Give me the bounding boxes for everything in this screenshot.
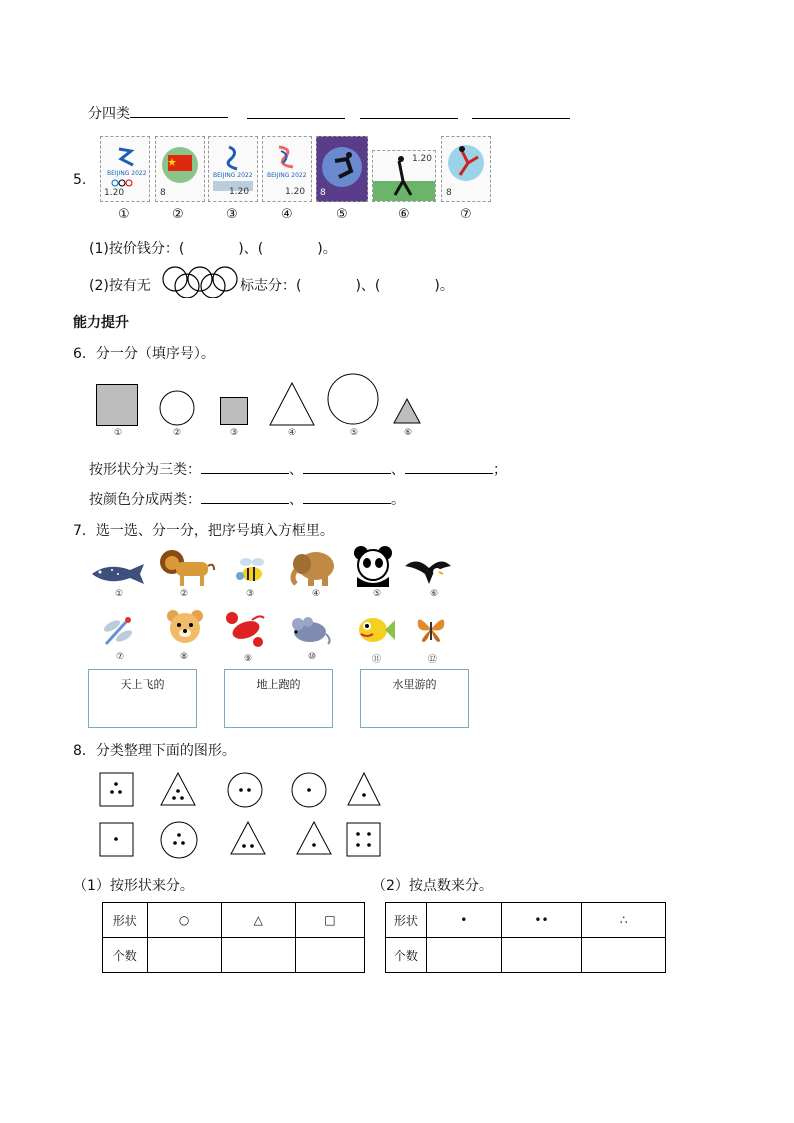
stamp-2 [155, 136, 205, 202]
shape-label: ⑤ [350, 428, 359, 438]
small-white-circle [158, 389, 198, 429]
large-gray-square [96, 384, 138, 426]
stamp-label: ⑦ [460, 207, 472, 222]
triangle-one-dot [295, 820, 333, 856]
answer-box-run[interactable] [224, 669, 333, 728]
q5-part2-start: (2)按有无 [89, 278, 151, 294]
circle-three-dots [159, 820, 199, 860]
q5-part1-start: (1)按价钱分：( [89, 241, 185, 257]
q4-line [88, 103, 228, 123]
stamp-label: ② [172, 207, 184, 222]
whale-shark-icon [88, 558, 146, 590]
separator: 、 [391, 462, 405, 478]
butterfly-icon [414, 612, 448, 646]
answer-cell[interactable] [221, 938, 295, 973]
triangle-two-dots [229, 820, 267, 856]
triangle-three-dots [159, 771, 197, 807]
animal-label: ⑩ [308, 652, 317, 662]
animal-label: ② [180, 589, 189, 599]
q5-part2-rest [240, 275, 454, 295]
large-white-circle [326, 372, 382, 428]
answer-blank[interactable] [247, 104, 345, 119]
q5-part2-mid: 标志分：( [240, 278, 302, 294]
fish-icon [355, 612, 395, 648]
square-four-dots [346, 822, 382, 858]
answer-cell[interactable] [295, 938, 364, 973]
olympic-rings-icon [161, 266, 239, 298]
animal-label: ③ [246, 589, 255, 599]
bee-icon [232, 554, 268, 588]
q5-part2-end: )。 [434, 278, 454, 294]
table-head: 形状 [103, 903, 148, 938]
answer-blank[interactable] [201, 459, 289, 474]
separator: 、 [289, 462, 303, 478]
stamp-6 [372, 150, 436, 202]
stamp-value: 1.20 [285, 187, 306, 197]
stamp-value: 8 [446, 188, 452, 198]
box-label: 天上飞的 [120, 678, 165, 691]
q5-part1-mid: )、( [238, 241, 264, 257]
triangle-col-head: △ [221, 903, 295, 938]
square-one-dot [99, 822, 135, 858]
lion-icon [158, 546, 216, 588]
q8-title: 8．分类整理下面的图形。 [73, 743, 236, 759]
answer-blank[interactable] [303, 459, 391, 474]
shape-label: ③ [230, 428, 239, 438]
stamp-label: ⑥ [398, 207, 410, 222]
three-dots-col-head: ∴ [582, 903, 666, 938]
animal-label: ⑪ [372, 655, 382, 665]
box-label: 地上跑的 [256, 678, 301, 691]
stamp-label: ④ [281, 207, 293, 222]
q5-part1-end: )。 [317, 241, 337, 257]
shape-label: ② [173, 428, 182, 438]
q5-part2-mid2: )、( [355, 278, 381, 294]
stamp-3 [208, 136, 258, 202]
square-col-head: □ [295, 903, 364, 938]
answer-blank[interactable] [130, 103, 228, 118]
answer-cell[interactable] [147, 938, 221, 973]
table-head: 个数 [386, 938, 427, 973]
animal-label: ⑤ [373, 589, 382, 599]
question-number: 5. [73, 172, 87, 188]
circle-one-dot [290, 771, 328, 809]
stamp-value: 8 [160, 188, 166, 198]
answer-box-fly[interactable] [88, 669, 197, 728]
stamp-value: 1.20 [104, 188, 125, 198]
dragonfly-icon [100, 614, 136, 648]
animal-label: ⑫ [428, 655, 438, 665]
q6-line1 [89, 459, 507, 479]
stamp-value: 1.20 [229, 187, 250, 197]
square-three-dots [99, 772, 135, 808]
animal-label: ⑦ [116, 652, 125, 662]
shape-table [102, 902, 365, 973]
large-white-triangle [268, 381, 316, 427]
q6-line2 [89, 489, 405, 509]
animal-label: ⑧ [180, 652, 189, 662]
animal-label: ⑨ [244, 654, 253, 664]
answer-blank[interactable] [472, 104, 570, 119]
q8-part1: （1）按形状来分。 [73, 878, 194, 894]
stamp-value: 8 [320, 188, 326, 198]
box-label: 水里游的 [392, 678, 437, 691]
svg-text:BEIJING 2022: BEIJING 2022 [107, 170, 147, 177]
triangle-one-dot [346, 771, 382, 807]
answer-blank[interactable] [405, 459, 493, 474]
animal-label: ④ [312, 589, 321, 599]
two-dots-col-head: •• [501, 903, 582, 938]
circle-two-dots [226, 771, 264, 809]
dots-table [385, 902, 666, 973]
answer-cell[interactable] [501, 938, 582, 973]
animal-label: ① [115, 589, 124, 599]
panda-icon [353, 545, 393, 587]
svg-text:BEIJING 2022: BEIJING 2022 [213, 172, 253, 179]
stamp-7 [441, 136, 491, 202]
answer-blank[interactable] [360, 104, 458, 119]
stamp-5 [316, 136, 368, 202]
mouse-icon [288, 616, 332, 646]
q6-line1-label: 按形状分为三类： [89, 462, 201, 478]
line-end: 。 [391, 492, 405, 508]
q5-part1 [89, 238, 337, 258]
shape-label: ① [114, 428, 123, 438]
answer-blank[interactable] [201, 489, 289, 504]
section-title: 能力提升 [73, 315, 129, 331]
separator: 、 [289, 492, 303, 508]
table-head: 形状 [386, 903, 427, 938]
small-gray-square [220, 397, 248, 425]
stamp-label: ① [118, 207, 130, 222]
lobster-icon [222, 610, 266, 648]
q4-label: 分四类 [88, 106, 130, 122]
answer-blank[interactable] [303, 489, 391, 504]
q8-part2: （2）按点数来分。 [372, 878, 493, 894]
one-dot-col-head: • [426, 903, 501, 938]
bear-cub-icon [165, 608, 205, 648]
q6-title: 6．分一分（填序号）。 [73, 346, 215, 362]
stamp-label: ⑤ [336, 207, 348, 222]
stamp-1 [100, 136, 150, 202]
line-end: ； [493, 462, 507, 478]
answer-cell[interactable] [426, 938, 501, 973]
answer-cell[interactable] [582, 938, 666, 973]
animal-label: ⑥ [430, 589, 439, 599]
shape-label: ⑥ [404, 428, 413, 438]
small-gray-triangle [392, 397, 422, 425]
elephant-icon [288, 548, 338, 588]
q6-line2-label: 按颜色分成两类： [89, 492, 201, 508]
stamp-4 [262, 136, 312, 202]
q7-title: 7．选一选、分一分，把序号填入方框里。 [73, 523, 334, 539]
stamp-label: ③ [226, 207, 238, 222]
answer-box-swim[interactable] [360, 669, 469, 728]
eagle-icon [403, 554, 453, 588]
table-head: 个数 [103, 938, 148, 973]
svg-text:BEIJING 2022: BEIJING 2022 [267, 172, 307, 179]
shape-label: ④ [288, 428, 297, 438]
circle-col-head: ○ [147, 903, 221, 938]
stamp-value: 1.20 [411, 154, 432, 164]
